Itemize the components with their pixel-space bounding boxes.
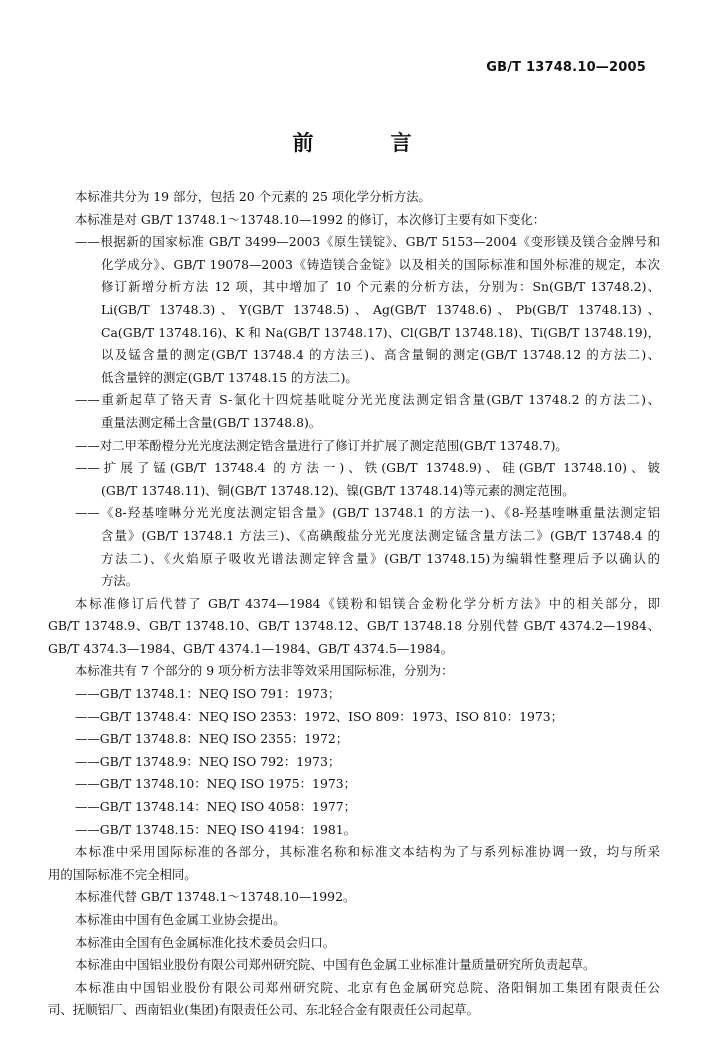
text-line: 司、抚顺铝厂、西南铝业(集团)有限责任公司、东北轻合金有限责任公司起草。 bbox=[48, 1002, 479, 1018]
text-line: ——根据新的国家标准 GB/T 3499—2003《原生镁锭》、GB/T 5153—2004《变形镁及镁合金牌号和 bbox=[75, 234, 660, 250]
text-line: 低含量锌的测定(GB/T 13748.15 的方法二)。 bbox=[101, 369, 358, 385]
text-line: 本标准由中国铝业股份有限公司郑州研究院、中国有色金属工业标准计量质量研究所负责起草。 bbox=[75, 957, 596, 973]
text-line: ——《8-羟基喹啉分光光度法测定铝含量》(GB/T 13748.1 的方法一)、《8-羟基喹啉重量法测定铝 bbox=[75, 505, 660, 521]
text-line: ——GB/T 13748.15：NEQ ISO 4194：1981。 bbox=[75, 821, 356, 837]
text-line: ——GB/T 13748.8：NEQ ISO 2355：1972； bbox=[75, 731, 349, 747]
standard-number: GB/T 13748.10—2005 bbox=[486, 60, 646, 75]
text-line: 本标准是对 GB/T 13748.1～13748.10—1992 的修订，本次修订主要有如下变化： bbox=[75, 211, 546, 227]
text-line: ——GB/T 13748.1：NEQ ISO 791：1973； bbox=[75, 686, 341, 702]
text-line: 方法二)、《火焰原子吸收光谱法测定锌含量》(GB/T 13748.15)为编辑性整理后予以确认的 bbox=[101, 550, 660, 566]
text-line: 以及锰含量的测定(GB/T 13748.4 的方法三)、高含量铜的测定(GB/T 13748.12 的方法二)、 bbox=[101, 347, 660, 363]
text-line: 本标准代替 GB/T 13748.1～13748.10—1992。 bbox=[75, 889, 356, 905]
text-line: 含量》(GB/T 13748.1 方法三)、《高碘酸盐分光光度法测定锰含量方法二》(GB/T 13748.4 的 bbox=[101, 527, 660, 543]
text-line: (GB/T 13748.11)、铜(GB/T 13748.12)、镍(GB/T 13748.14)等元素的测定范围。 bbox=[101, 482, 575, 498]
text-line: 化学成分》、GB/T 19078—2003《铸造镁合金锭》以及相关的国际标准和国外标准的规定，本次 bbox=[101, 256, 660, 272]
text-line: ——对二甲苯酚橙分光光度法测定锆含量进行了修订并扩展了测定范围(GB/T 13748.7)。 bbox=[75, 437, 568, 453]
text-line: 用的国际标准不完全相同。 bbox=[48, 866, 197, 882]
text-line: ——GB/T 13748.14：NEQ ISO 4058：1977； bbox=[75, 799, 356, 815]
text-line: 方法。 bbox=[101, 573, 139, 589]
text-line: 本标准共有 7 个部分的 9 项分析方法非等效采用国际标准，分别为： bbox=[75, 663, 454, 679]
text-line: ——扩展了锰(GB/T 13748.4 的方法一)、铁(GB/T 13748.9)、硅(GB/T 13748.10)、铍 bbox=[75, 460, 660, 476]
text-line: Li(GB/T 13748.3)、Y(GB/T 13748.5)、Ag(GB/T 13748.6)、Pb(GB/T 13748.13)、 bbox=[101, 301, 660, 317]
text-line: ——重新起草了铬天青 S-氯化十四烷基吡啶分光光度法测定铝含量(GB/T 13748.2 的方法二)、 bbox=[75, 392, 660, 408]
text-line: ——GB/T 13748.9：NEQ ISO 792：1973； bbox=[75, 753, 341, 769]
text-line: 修订新增分析方法 12 项，其中增加了 10 个元素的分析方法，分别为：Sn(GB/T 13748.2)、 bbox=[101, 279, 660, 295]
text-line: Ca(GB/T 13748.16)、K 和 Na(GB/T 13748.17)、Cl(GB/T 13748.18)、Ti(GB/T 13748.19)， bbox=[101, 324, 660, 340]
text-line: 本标准中采用国际标准的各部分，其标准名称和标准文本结构为了与系列标准协调一致，均与所采 bbox=[75, 844, 660, 860]
text-line: 本标准修订后代替了 GB/T 4374—1984《镁粉和铝镁合金粉化学分析方法》中的相关部分，即 bbox=[75, 595, 660, 611]
page-title: 前 言 bbox=[292, 131, 440, 155]
text-line: 重量法测定稀土含量(GB/T 13748.8)。 bbox=[101, 414, 322, 430]
text-line: 本标准共分为 19 部分，包括 20 个元素的 25 项化学分析方法。 bbox=[75, 189, 431, 204]
text-line: 本标准由中国有色金属工业协会提出。 bbox=[75, 912, 286, 927]
text-line: GB/T 4374.3—1984、GB/T 4374.1—1984、GB/T 4374.5—1984。 bbox=[48, 640, 454, 656]
text-line: 本标准由中国铝业股份有限公司郑州研究院、北京有色金属研究总院、洛阳铜加工集团有限责任公 bbox=[75, 979, 660, 995]
text-line: 本标准由全国有色金属标准化技术委员会归口。 bbox=[75, 934, 336, 950]
text-line: ——GB/T 13748.4：NEQ ISO 2353：1972、ISO 809：1973、ISO 810：1973； bbox=[75, 708, 563, 724]
text-line: GB/T 13748.9、GB/T 13748.10、GB/T 13748.12、GB/T 13748.18 分别代替 GB/T 4374.2—1984、 bbox=[48, 618, 660, 634]
text-line: ——GB/T 13748.10：NEQ ISO 1975：1973； bbox=[75, 776, 356, 792]
foreword-body bbox=[48, 186, 660, 1022]
